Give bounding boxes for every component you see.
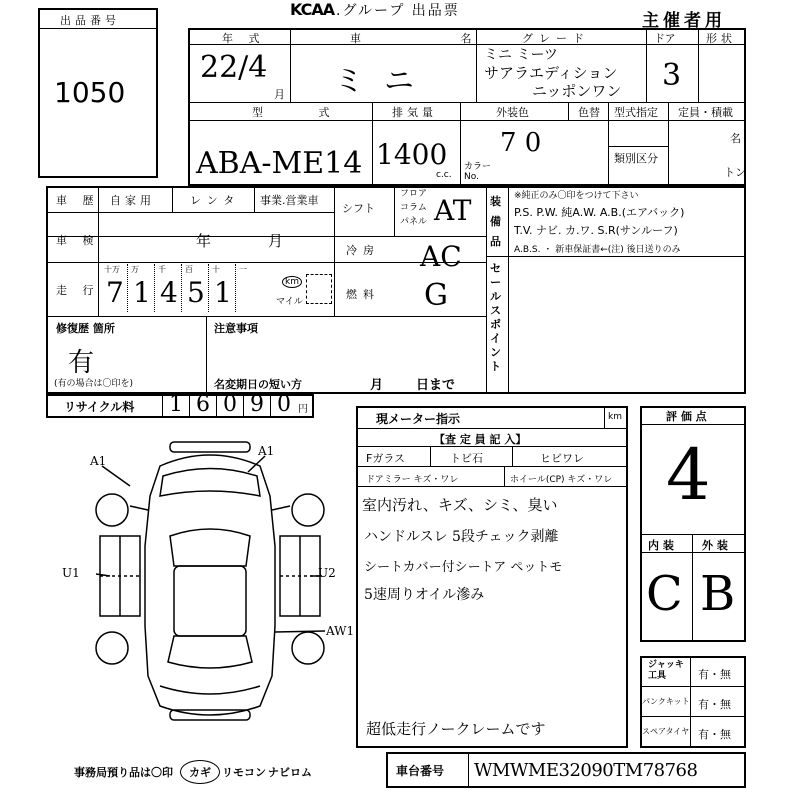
inspector-label: 【査 定 員 記 入】 bbox=[434, 433, 527, 446]
recycle-digit: 0 bbox=[223, 392, 237, 417]
shape-label: 形状 bbox=[706, 32, 736, 45]
header-title: .グループ 出品票 bbox=[336, 3, 460, 19]
mileage-unit-label: 十 bbox=[212, 265, 220, 274]
doors-label: ドア bbox=[654, 32, 676, 45]
remote-item: リモコン bbox=[222, 766, 266, 779]
meter-bottom-note: 超低走行ノークレームです bbox=[366, 720, 546, 738]
recycle-digit: 0 bbox=[277, 392, 291, 417]
recycle-digit: 6 bbox=[196, 392, 210, 417]
meter-note-2: ハンドルスレ 5段チェック剥離 bbox=[364, 529, 559, 545]
lot-number-box bbox=[38, 8, 158, 178]
exterior-label: 外 装 bbox=[702, 539, 728, 552]
meter-note-1: 室内汚れ、キズ、シミ、臭い bbox=[362, 496, 558, 514]
grade-line3: ニッポンワン bbox=[532, 82, 622, 100]
fuel-label: 燃料 bbox=[346, 288, 380, 301]
capacity-unit-persons: 名 bbox=[730, 132, 741, 145]
grade-label: グレード bbox=[522, 32, 590, 45]
equipment-label: 装備品 bbox=[490, 195, 501, 248]
meter-unit: km bbox=[608, 412, 622, 422]
grade-line2: サアラエディション bbox=[484, 64, 618, 82]
office-items-label: 事務局預り品は〇印 bbox=[74, 766, 173, 779]
repair-label: 修復歴 箇所 bbox=[56, 322, 115, 335]
damage-mark-aw1: AW1 bbox=[326, 624, 355, 638]
meter-note-3: シートカバー付シートア ペットモ bbox=[364, 560, 563, 575]
puncture-option: 有・無 bbox=[698, 698, 731, 711]
inspection-label: 車 検 bbox=[56, 234, 100, 247]
mileage-digit: 7 bbox=[106, 276, 124, 309]
model-label: 型 式 bbox=[252, 106, 356, 119]
caution-label: 注意事項 bbox=[214, 322, 258, 335]
damage-mark-a1-left: A1 bbox=[90, 454, 107, 468]
name-change-month: 月 bbox=[370, 378, 384, 393]
chassis-label: 車台番号 bbox=[396, 764, 445, 778]
lot-number: 1050 bbox=[54, 76, 126, 109]
equipment-row2: T.V. ナビ. カ.ワ. S.R(サンルーフ) bbox=[514, 224, 678, 237]
shift-option-panel: パネル bbox=[400, 217, 428, 227]
grade-line1: ミニ ミーツ bbox=[484, 47, 558, 63]
mileage-digit: 5 bbox=[187, 276, 205, 309]
exterior-value: B bbox=[700, 566, 736, 622]
puncture-label: パンクキット bbox=[642, 697, 690, 706]
interior-value: C bbox=[646, 566, 683, 622]
year-label: 年 式 bbox=[222, 32, 266, 45]
car-diagram bbox=[60, 426, 360, 736]
year-value: 22/4 bbox=[200, 50, 268, 85]
history-label: 車 歴 bbox=[56, 194, 100, 207]
mile-label: マイル bbox=[276, 297, 303, 307]
lot-number-label: 出品番号 bbox=[60, 14, 120, 27]
shift-option-floor: フロア bbox=[400, 189, 428, 199]
header-logo: KCAA bbox=[290, 0, 335, 19]
selling-point-label: セールスポイント bbox=[490, 262, 501, 373]
history-rental: レンタ bbox=[190, 194, 241, 207]
interior-label: 内 装 bbox=[648, 539, 674, 552]
doors-value: 3 bbox=[662, 58, 682, 93]
km-label: km bbox=[282, 276, 302, 288]
mileage-unit-label: 百 bbox=[185, 265, 193, 274]
aircon-value: AC bbox=[420, 240, 462, 273]
inspection-month: 月 bbox=[268, 232, 284, 250]
mileage-digit: 1 bbox=[214, 276, 232, 309]
mileage-unit-label: 一 bbox=[239, 265, 247, 274]
color-change-label: 色替 bbox=[578, 106, 600, 119]
capacity-label: 定員・積載 bbox=[678, 106, 733, 119]
displacement-unit: c.c. bbox=[436, 170, 452, 180]
equipment-row3: A.B.S. ・ 新車保証書←(注) 後日送りのみ bbox=[514, 245, 681, 255]
damage-mark-u2: U2 bbox=[318, 566, 336, 580]
jack-option: 有・無 bbox=[698, 668, 731, 681]
organizer-label: 主催者用 bbox=[642, 11, 726, 31]
meter-label: 現メーター指示 bbox=[376, 412, 461, 426]
jack-label: ジャッキ 工具 bbox=[648, 660, 684, 681]
aircon-label: 冷房 bbox=[346, 244, 380, 257]
stone-chip-label: トビ石 bbox=[450, 452, 483, 465]
shift-value: AT bbox=[434, 194, 472, 227]
displacement-label: 排気量 bbox=[392, 106, 437, 119]
rating-value: 4 bbox=[666, 434, 711, 516]
name-label: 車 名 bbox=[350, 32, 520, 45]
crack-label: ヒビワレ bbox=[540, 452, 584, 465]
damage-mark-a1-right: A1 bbox=[258, 444, 275, 458]
recycle-digit: 9 bbox=[250, 392, 264, 417]
mileage-unit-label: 十万 bbox=[104, 265, 120, 274]
shift-option-column: コラム bbox=[400, 203, 427, 213]
classification-label: 類別区分 bbox=[614, 152, 658, 165]
repair-note: (有の場合は〇印を) bbox=[54, 379, 134, 389]
history-business: 事業.営業車 bbox=[260, 194, 319, 207]
spare-option: 有・無 bbox=[698, 728, 731, 741]
name-value: ミニ bbox=[334, 64, 434, 99]
navi-item: ナビロム bbox=[268, 766, 312, 779]
recycle-digit: 1 bbox=[169, 392, 183, 417]
exterior-color-label: 外装色 bbox=[496, 106, 529, 119]
equipment-note: ※純正のみ〇印をつけて下さい bbox=[514, 191, 639, 201]
mileage-label: 走 行 bbox=[56, 284, 100, 297]
spare-label: スペアタイヤ bbox=[642, 727, 690, 736]
mileage-digit: 4 bbox=[160, 276, 178, 309]
fuel-value: G bbox=[424, 278, 448, 313]
year-unit: 月 bbox=[274, 88, 285, 101]
model-designation-label: 型式指定 bbox=[614, 106, 658, 119]
history-private: 自家用 bbox=[110, 194, 155, 207]
name-change-day: 日まで bbox=[416, 378, 456, 393]
name-change-label: 名変期日の短い方 bbox=[214, 378, 302, 391]
glass-label: Fガラス bbox=[366, 452, 405, 465]
key-item: カギ bbox=[180, 760, 220, 784]
shift-label: シフト bbox=[342, 202, 375, 215]
mileage-digit: 1 bbox=[133, 276, 151, 309]
model-value: ABA-ME14 bbox=[196, 146, 363, 181]
equipment-row1: P.S. P.W. 純A.W. A.B.(エアバック) bbox=[514, 206, 685, 219]
displacement-value: 1400 bbox=[376, 138, 448, 171]
capacity-unit-ton: トン bbox=[724, 166, 746, 179]
damage-mark-u1: U1 bbox=[62, 566, 80, 580]
mirror-label: ドアミラー キズ・ワレ bbox=[366, 475, 459, 485]
recycle-unit: 円 bbox=[298, 404, 308, 415]
color-no-label: カラー No. bbox=[464, 162, 492, 182]
mileage-unit-label: 万 bbox=[131, 265, 139, 274]
repair-value: 有 bbox=[68, 348, 95, 378]
wheel-label: ホイール(CP) キズ・ワレ bbox=[510, 475, 613, 485]
recycle-label: リサイクル料 bbox=[64, 400, 135, 414]
exterior-color-value: 7 0 bbox=[500, 128, 542, 158]
inspection-year: 年 bbox=[196, 232, 212, 250]
rating-label: 評 価 点 bbox=[666, 410, 707, 423]
mile-box bbox=[306, 274, 332, 304]
mileage-unit-label: 千 bbox=[158, 265, 166, 274]
chassis-value: WMWME32090TM78768 bbox=[474, 760, 698, 781]
meter-note-4: 5速周りオイル滲み bbox=[364, 587, 485, 603]
